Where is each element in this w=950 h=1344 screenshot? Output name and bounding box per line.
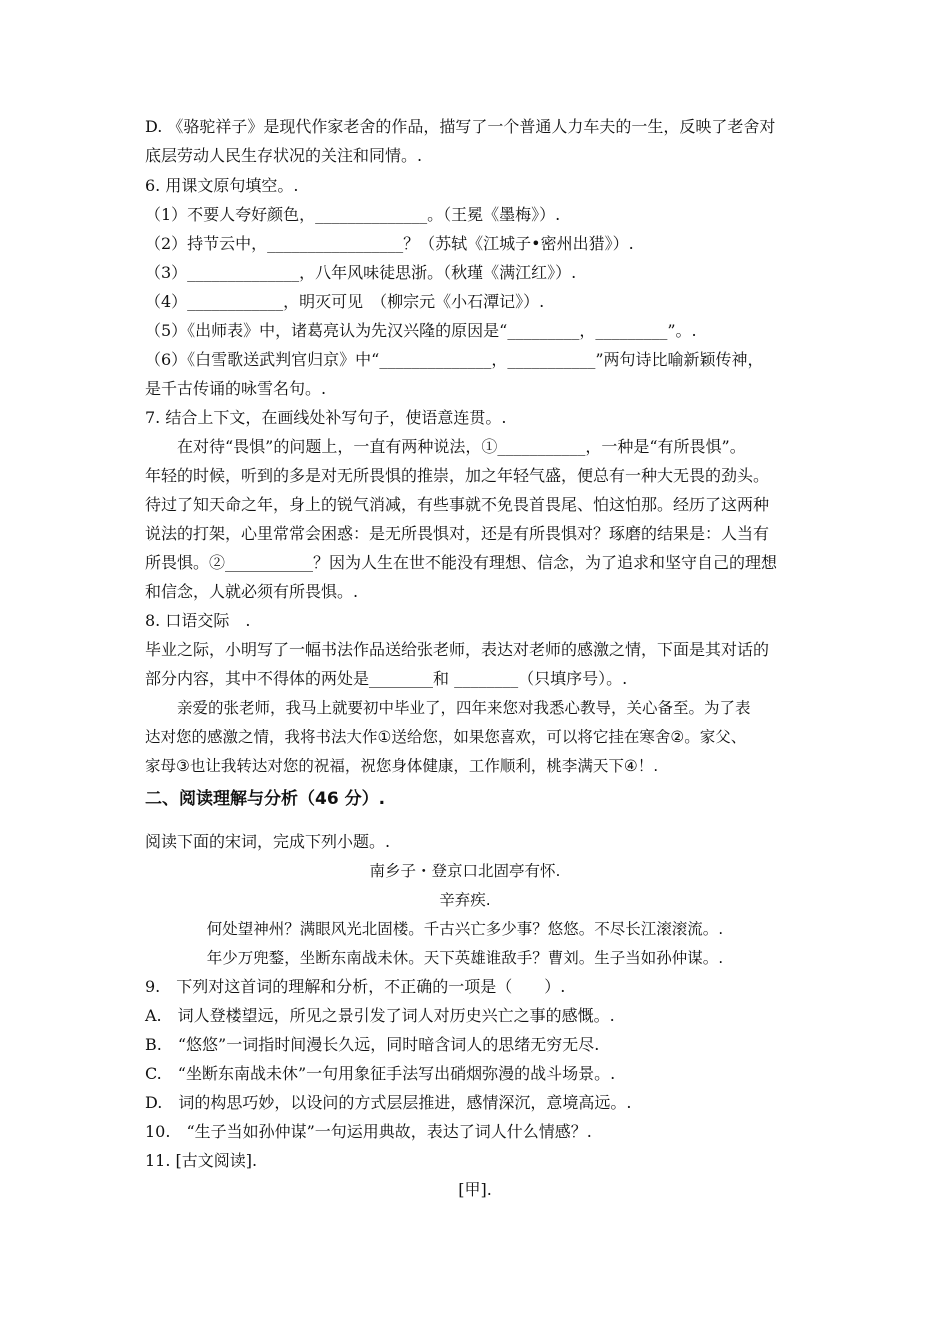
- q7-passage-line4: 说法的打架，心里常常会困惑：是无所畏惧对，还是有所畏惧对？琢磨的结果是：人当有: [145, 524, 770, 543]
- poem-stanza-1: 何处望神州？满眼风光北固楼。千古兴亡多少事？悠悠。不尽长江滚滚流。.: [206, 920, 724, 938]
- q9-option-c: C. “坐断东南战未休”一句用象征手法写出硝烟弥漫的战斗场景。.: [145, 1064, 616, 1083]
- q6-item-3: （3）______________，八年风味徒思浙。（秋瑾《满江红》）.: [145, 263, 577, 282]
- q8-dialogue-line1: 亲爱的张老师，我马上就要初中毕业了，四年来您对我悉心教导，关心备至。为了表: [177, 699, 751, 717]
- question-6-title: 6. 用课文原句填空。.: [145, 176, 299, 195]
- q9-option-a: A. 词人登楼望远，所见之景引发了词人对历史兴亡之事的感慨。.: [145, 1006, 615, 1025]
- poem-stanza-2: 年少万兜鍪，坐断东南战未休。天下英雄谁敌手？曹刘。生子当如孙仲谋。.: [206, 949, 724, 967]
- q8-dialogue-line3: 家母③也让我转达对您的祝福，祝您身体健康，工作顺利，桃李满天下④！.: [145, 757, 659, 775]
- q7-passage-line2: 年轻的时候，听到的多是对无所畏惧的推崇，加之年轻气盛，便总有一种大无畏的劲头。: [145, 466, 770, 485]
- question-7-title: 7. 结合上下文，在画线处补写句子，使语意连贯。.: [145, 408, 507, 427]
- q9-option-b: B. “悠悠”一词指时间漫长久远，同时暗含词人的思绪无穷无尽.: [145, 1035, 600, 1054]
- section-heading: 二、阅读理解与分析（46 分）.: [145, 789, 386, 809]
- q6-item-6-line1: （6）《白雪歌送武判官归京》中“______________，___________”两句诗比喻新颖传神，: [145, 350, 764, 369]
- q6-item-4: （4）____________，明灭可见 （柳宗元《小石潭记》）.: [145, 292, 545, 311]
- q7-passage-line6: 和信念，人就必须有所畏惧。.: [145, 582, 359, 601]
- reading-instruction: 阅读下面的宋词，完成下列小题。.: [145, 832, 391, 851]
- q7-passage-line1: 在对待“畏惧”的问题上，一直有两种说法，①___________，一种是“有所畏惧”。: [177, 437, 746, 456]
- q8-prompt-line2: 部分内容，其中不得体的两处是________和 ________（只填序号）。.: [145, 669, 628, 688]
- poem-title: 南乡子・登京口北固亭有怀.: [369, 862, 561, 880]
- q7-passage-line3: 待过了知天命之年，身上的锐气消减，有些事就不免畏首畏尾、怕这怕那。经历了这两种: [145, 495, 770, 514]
- question-11-title: 11. [古文阅读].: [145, 1151, 258, 1170]
- q6-item-5: （5）《出师表》中，诸葛亮认为先汉兴隆的原因是“_________，_________”。.: [145, 321, 697, 340]
- q8-prompt-line1: 毕业之际，小明写了一幅书法作品送给张老师，表达对老师的感激之情，下面是其对话的: [145, 640, 770, 659]
- q6-item-1: （1）不要人夸好颜色，______________。（王冕《墨梅》）.: [145, 205, 561, 224]
- option-d-line2: 底层劳动人民生存状况的关注和同情。.: [145, 146, 423, 165]
- q7-passage-line5: 所畏惧。②___________？因为人生在世不能没有理想、信念，为了追求和坚守自己的理想: [145, 553, 778, 572]
- q8-dialogue-line2: 达对您的感激之情，我将书法大作①送给您，如果您喜欢，可以将它挂在寒舍②。家父、: [145, 728, 747, 746]
- question-10-title: 10. “生子当如孙仲谋”一句运用典故，表达了词人什么情感？.: [145, 1122, 592, 1141]
- question-9-title: 9. 下列对这首词的理解和分析，不正确的一项是（ ）.: [145, 977, 566, 996]
- q6-item-2: （2）持节云中，_________________？（苏轼《江城子•密州出猎》）.: [145, 234, 634, 253]
- passage-jia-label: [甲].: [458, 1180, 492, 1199]
- question-8-title: 8. 口语交际 .: [145, 611, 251, 630]
- poem-author: 辛弃疾.: [439, 891, 491, 909]
- q6-item-6-line2: 是千古传诵的咏雪名句。.: [145, 379, 327, 398]
- option-d-line1: D. 《骆驼祥子》是现代作家老舍的作品，描写了一个普通人力车夫的一生，反映了老舍对: [145, 117, 776, 136]
- q9-option-d: D. 词的构思巧妙，以设问的方式层层推进，感情深沉，意境高远。.: [145, 1093, 632, 1112]
